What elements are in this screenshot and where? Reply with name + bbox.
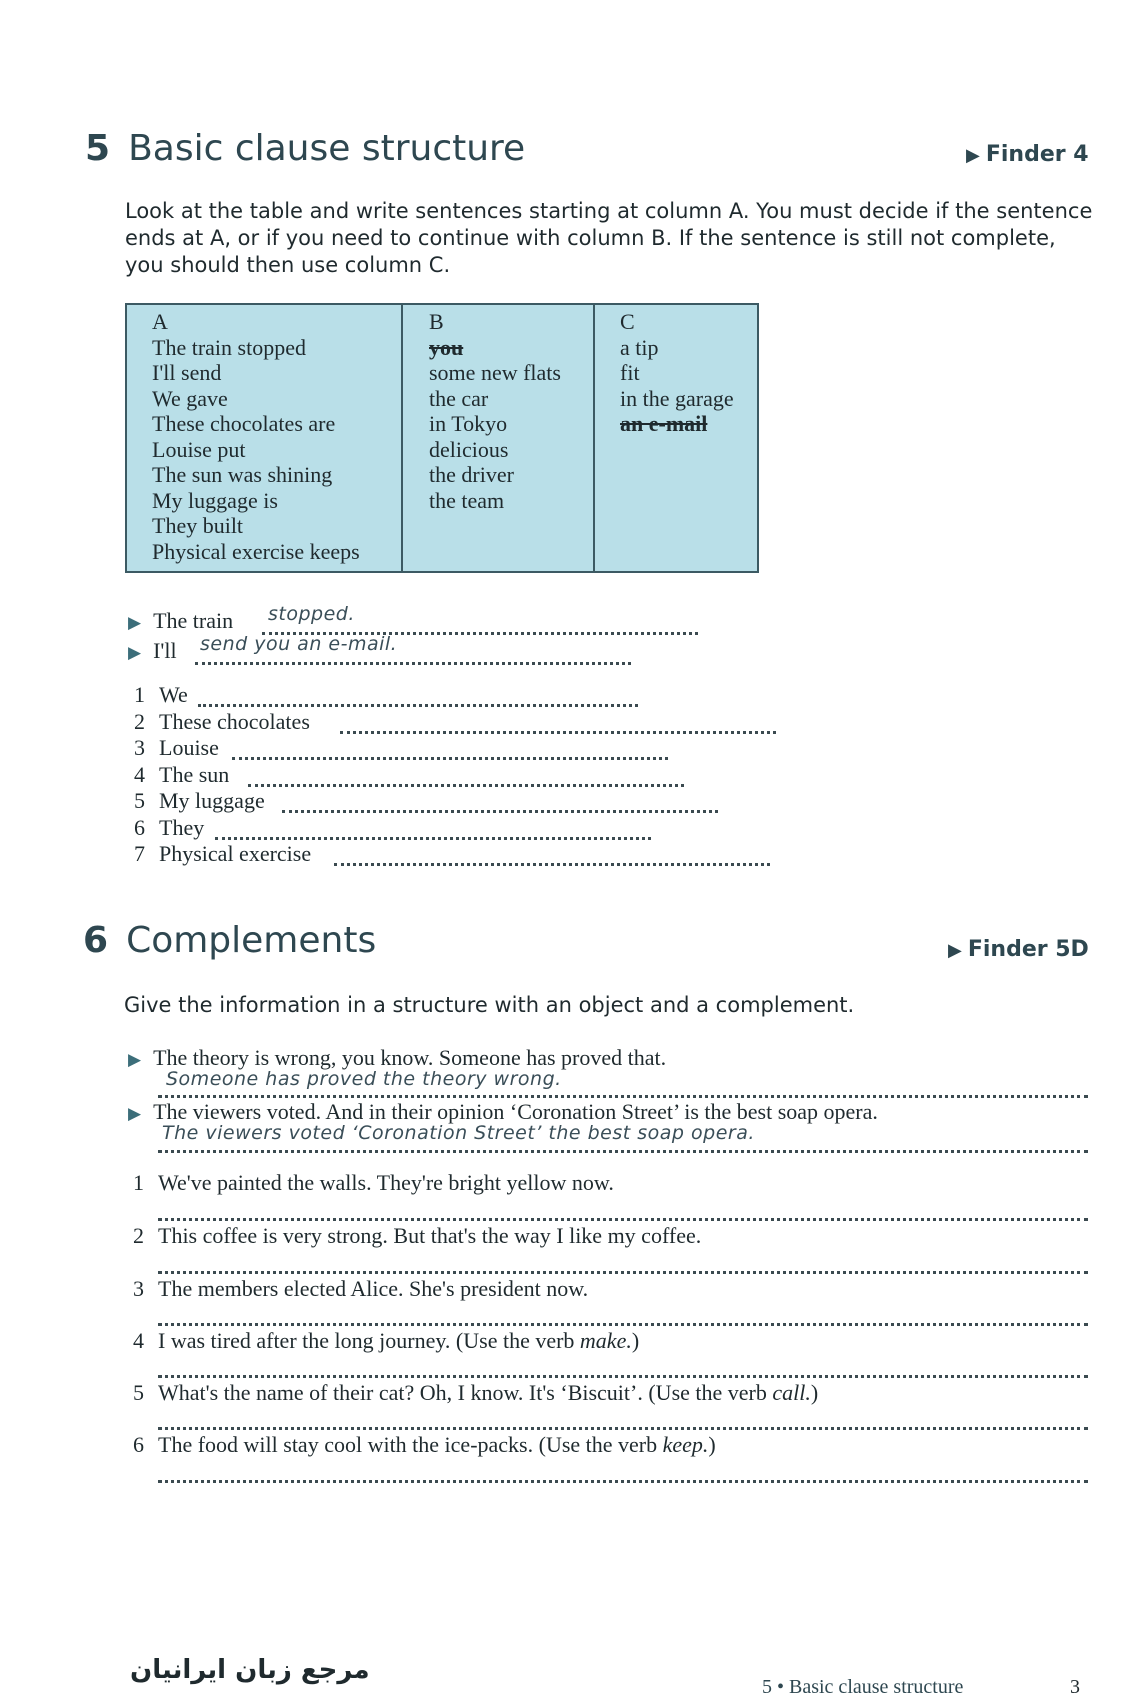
table-cell: the team bbox=[429, 487, 505, 513]
answer-input[interactable] bbox=[198, 704, 638, 707]
table-cell: We gave bbox=[152, 385, 228, 411]
exercise-number: 5 bbox=[134, 788, 145, 813]
exercise-close: ) bbox=[708, 1432, 716, 1457]
column-header: C bbox=[620, 309, 635, 334]
example-row bbox=[128, 608, 233, 634]
answer-input[interactable] bbox=[232, 757, 668, 760]
table-cell: a tip bbox=[620, 334, 659, 360]
finder-label: Finder 4 bbox=[985, 142, 1089, 167]
answer-input[interactable] bbox=[158, 1375, 1088, 1378]
crossed-out-cell: an e-mail bbox=[620, 411, 708, 436]
table-cell: Physical exercise keeps bbox=[152, 538, 360, 564]
exercise-row bbox=[134, 788, 265, 814]
section-number: 6 bbox=[83, 920, 109, 961]
answer-input[interactable] bbox=[158, 1480, 1088, 1483]
exercise-prompt: I was tired after the long journey. (Use the verb bbox=[158, 1328, 580, 1353]
publisher-logo: مرجع زبان ایرانیان bbox=[130, 1655, 370, 1685]
example-prompt: I'll bbox=[153, 638, 177, 663]
page-number: 3 bbox=[1070, 1676, 1080, 1698]
table-cell: I'll send bbox=[152, 360, 222, 385]
exercise-number: 2 bbox=[134, 709, 145, 734]
answer-input[interactable] bbox=[158, 1427, 1088, 1430]
exercise-prompt: These chocolates bbox=[159, 709, 310, 734]
table-column-a bbox=[127, 305, 403, 571]
exercise-row bbox=[133, 1276, 588, 1302]
answer-line bbox=[158, 1095, 1088, 1098]
table-cell: Louise put bbox=[152, 436, 246, 462]
exercise-prompt: They bbox=[159, 815, 205, 840]
table-cell: The train stopped bbox=[152, 334, 306, 360]
exercise-number: 2 bbox=[133, 1223, 144, 1248]
table-cell: delicious bbox=[429, 436, 509, 462]
exercise-row bbox=[134, 762, 229, 788]
exercise-row bbox=[133, 1223, 701, 1249]
table-column-c bbox=[595, 305, 757, 571]
crossed-out-cell: you bbox=[429, 334, 464, 360]
finder-reference[interactable] bbox=[966, 142, 1089, 167]
running-head: 5 • Basic clause structure bbox=[762, 1676, 964, 1698]
table-cell: My luggage is bbox=[152, 487, 278, 513]
example-prompt: The theory is wrong, you know. Someone has proved that. bbox=[153, 1045, 667, 1070]
exercise-row bbox=[133, 1328, 639, 1354]
table-column-b bbox=[403, 305, 595, 571]
exercise-prompt: The food will stay cool with the ice-packs. (Use the verb bbox=[158, 1432, 663, 1457]
example-prompt: The train bbox=[153, 608, 234, 633]
answer-input[interactable] bbox=[158, 1323, 1088, 1326]
section-6-heading bbox=[83, 920, 376, 961]
column-header: A bbox=[152, 309, 168, 334]
section-number: 5 bbox=[85, 128, 111, 169]
table-cell: The sun was shining bbox=[152, 462, 333, 487]
exercise-number: 4 bbox=[134, 762, 145, 787]
exercise-number: 5 bbox=[133, 1380, 144, 1405]
answer-input[interactable] bbox=[158, 1218, 1088, 1221]
section-title: Basic clause structure bbox=[128, 128, 526, 169]
exercise-prompt: The sun bbox=[159, 762, 230, 787]
exercise-verb: keep. bbox=[662, 1432, 709, 1457]
triangle-right-icon: ▶ bbox=[128, 1104, 142, 1123]
exercise-row bbox=[134, 709, 310, 735]
table-cell: They built bbox=[152, 513, 244, 538]
finder-reference[interactable] bbox=[948, 937, 1089, 962]
exercise-row bbox=[133, 1432, 716, 1458]
table-cell: the driver bbox=[429, 462, 514, 487]
table-cell: the car bbox=[429, 385, 489, 411]
exercise-number: 3 bbox=[133, 1276, 144, 1301]
answer-input[interactable] bbox=[248, 784, 684, 787]
exercise-prompt: This coffee is very strong. But that's the way I like my coffee. bbox=[158, 1223, 702, 1248]
triangle-right-icon: ▶ bbox=[128, 1050, 142, 1069]
exercise-row bbox=[134, 841, 311, 867]
exercise-prompt: Louise bbox=[159, 735, 219, 760]
table-cell: in Tokyo bbox=[429, 411, 508, 436]
answer-line bbox=[195, 662, 631, 665]
table-cell: fit bbox=[620, 360, 640, 385]
exercise-prompt: The members elected Alice. She's president now. bbox=[158, 1276, 589, 1301]
answer-input[interactable] bbox=[340, 731, 776, 734]
exercise-number: 4 bbox=[133, 1328, 144, 1353]
exercise-row bbox=[134, 815, 204, 841]
exercise-number: 1 bbox=[134, 682, 145, 707]
exercise-number: 1 bbox=[133, 1170, 144, 1195]
exercise-prompt: Physical exercise bbox=[159, 841, 312, 866]
exercise-prompt: My luggage bbox=[159, 788, 265, 813]
example-prompt: The viewers voted. And in their opinion ‘Coronation Street’ is the best soap opera. bbox=[153, 1099, 878, 1124]
exercise-number: 7 bbox=[134, 841, 145, 866]
section-5-heading bbox=[85, 128, 525, 169]
section-title: Complements bbox=[126, 920, 377, 961]
exercise-prompt: We bbox=[159, 682, 188, 707]
table-cell: some new flats bbox=[429, 360, 561, 385]
section-6-instructions: Give the information in a structure with an object and a complement. bbox=[124, 993, 855, 1017]
exercise-number: 3 bbox=[134, 735, 145, 760]
exercise-prompt: We've painted the walls. They're bright yellow now. bbox=[158, 1170, 614, 1195]
example-answer: stopped. bbox=[268, 603, 355, 625]
triangle-right-icon: ▶ bbox=[128, 613, 142, 632]
exercise-row bbox=[133, 1380, 818, 1406]
exercise-verb: make. bbox=[579, 1328, 632, 1353]
example-answer: send you an e-mail. bbox=[200, 633, 398, 655]
example-answer: The viewers voted ‘Coronation Street’ the best soap opera. bbox=[162, 1122, 755, 1144]
exercise-number: 6 bbox=[133, 1432, 144, 1457]
answer-input[interactable] bbox=[215, 837, 651, 840]
example-row bbox=[128, 638, 177, 664]
triangle-right-icon: ▶ bbox=[966, 145, 980, 166]
column-header: B bbox=[429, 309, 444, 334]
clause-table bbox=[125, 303, 759, 573]
answer-input[interactable] bbox=[334, 863, 770, 866]
exercise-number: 6 bbox=[134, 815, 145, 840]
triangle-right-icon: ▶ bbox=[948, 940, 962, 961]
triangle-right-icon: ▶ bbox=[128, 643, 142, 662]
finder-label: Finder 5D bbox=[967, 937, 1089, 962]
example-answer: Someone has proved the theory wrong. bbox=[166, 1068, 562, 1090]
table-cell: in the garage bbox=[620, 385, 734, 411]
answer-input[interactable] bbox=[158, 1271, 1088, 1274]
exercise-row bbox=[134, 682, 188, 708]
table-cell: These chocolates are bbox=[152, 411, 336, 436]
exercise-close: ) bbox=[810, 1380, 819, 1405]
exercise-verb: call. bbox=[772, 1380, 811, 1405]
answer-line bbox=[158, 1150, 1088, 1153]
exercise-close: ) bbox=[631, 1328, 640, 1353]
exercise-row bbox=[133, 1170, 614, 1196]
exercise-prompt: What's the name of their cat? Oh, I know. It's ‘Biscuit’. (Use the verb bbox=[158, 1380, 773, 1405]
exercise-row bbox=[134, 735, 219, 761]
answer-input[interactable] bbox=[282, 810, 718, 813]
section-5-instructions: Look at the table and write sentences starting at column A. You must decide if the sentence ends at A, or if you need to continue with column B. If the sentence is still not complete, you should then use column C. bbox=[125, 199, 1093, 277]
